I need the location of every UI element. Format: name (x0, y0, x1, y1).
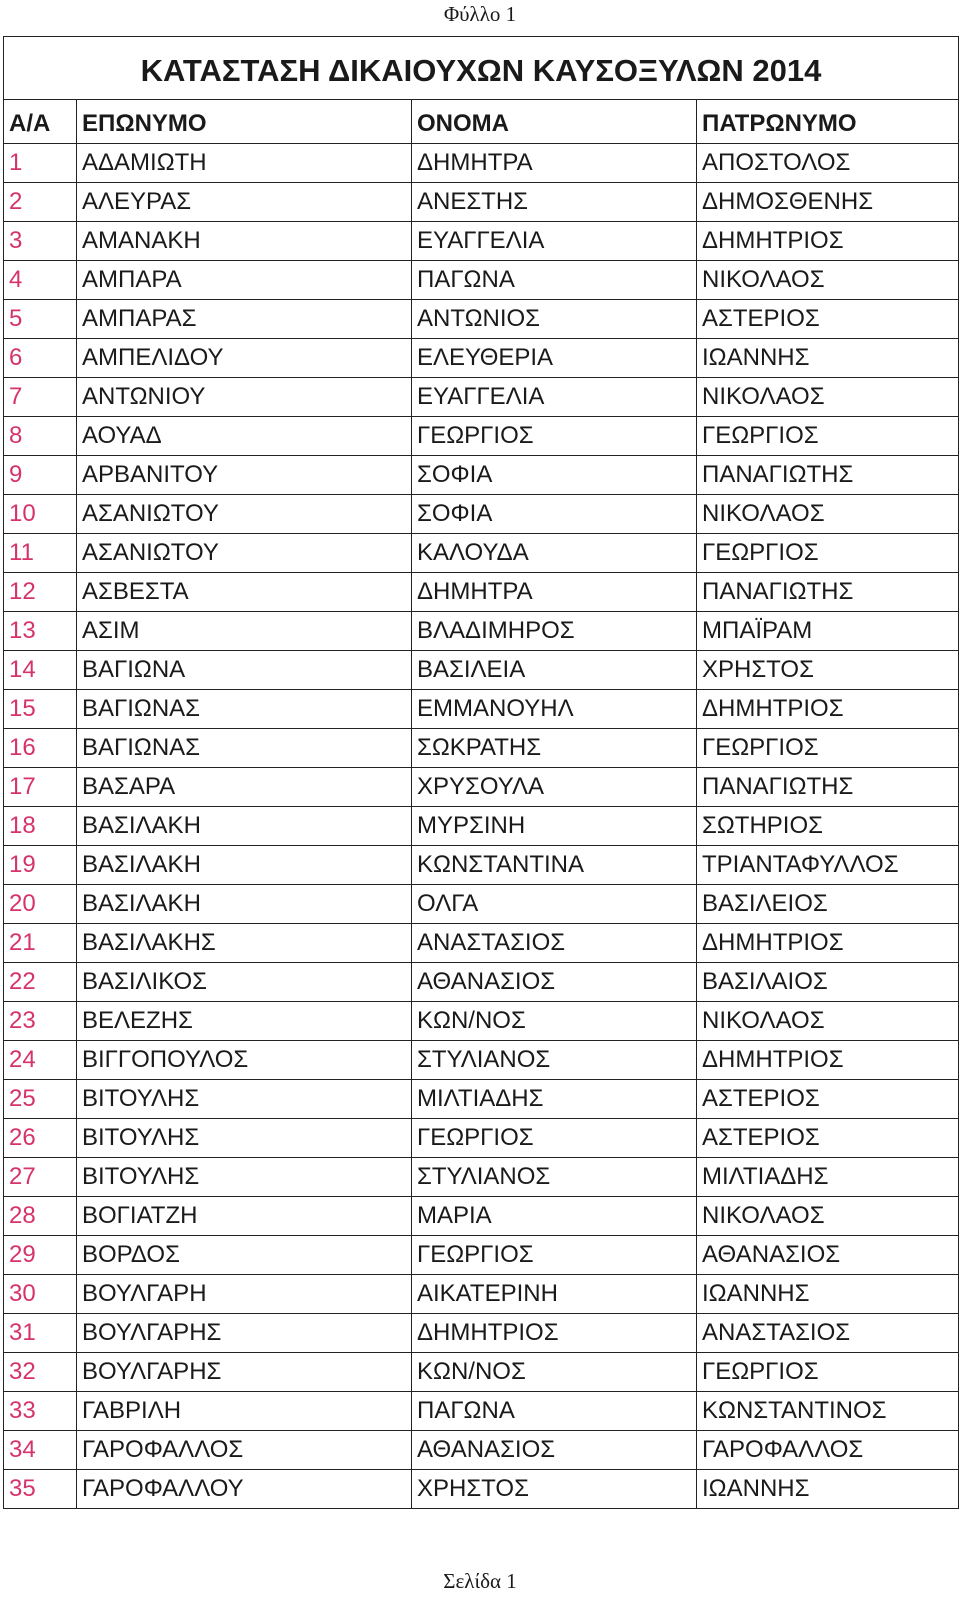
surname-cell: ΑΜΠΕΛΙΔΟΥ (77, 339, 412, 378)
table-row (4, 1431, 959, 1470)
surname-cell: ΒΑΣΙΛΙΚΟΣ (77, 963, 412, 1002)
row-number: 13 (4, 612, 77, 651)
table-row (4, 846, 959, 885)
row-number: 23 (4, 1002, 77, 1041)
table-row (4, 1275, 959, 1314)
table-row (4, 183, 959, 222)
table-row (4, 768, 959, 807)
father-name-cell: ΙΩΑΝΝΗΣ (697, 1275, 959, 1314)
table-row (4, 1236, 959, 1275)
first-name-cell: ΔΗΜΗΤΡΙΟΣ (412, 1314, 697, 1353)
first-name-cell: ΒΛΑΔΙΜΗΡΟΣ (412, 612, 697, 651)
surname-cell: ΒΟΥΛΓΑΡΗΣ (77, 1314, 412, 1353)
header-surname: ΕΠΩΝΥΜΟ (77, 100, 412, 144)
table-row (4, 261, 959, 300)
table-row (4, 1392, 959, 1431)
table-row (4, 1314, 959, 1353)
beneficiaries-table (3, 36, 959, 1509)
father-name-cell: ΝΙΚΟΛΑΟΣ (697, 1197, 959, 1236)
row-number: 18 (4, 807, 77, 846)
surname-cell: ΑΝΤΩΝΙΟΥ (77, 378, 412, 417)
table-row (4, 612, 959, 651)
table-row (4, 144, 959, 183)
row-number: 26 (4, 1119, 77, 1158)
surname-cell: ΒΑΓΙΩΝΑΣ (77, 690, 412, 729)
row-number: 10 (4, 495, 77, 534)
row-number: 6 (4, 339, 77, 378)
first-name-cell: ΚΩΝ/ΝΟΣ (412, 1002, 697, 1041)
father-name-cell: ΔΗΜΗΤΡΙΟΣ (697, 924, 959, 963)
table-row (4, 1041, 959, 1080)
father-name-cell: ΝΙΚΟΛΑΟΣ (697, 261, 959, 300)
row-number: 25 (4, 1080, 77, 1119)
father-name-cell: ΓΕΩΡΓΙΟΣ (697, 729, 959, 768)
surname-cell: ΒΑΣΙΛΑΚΗΣ (77, 924, 412, 963)
father-name-cell: ΝΙΚΟΛΑΟΣ (697, 495, 959, 534)
surname-cell: ΒΟΡΔΟΣ (77, 1236, 412, 1275)
row-number: 17 (4, 768, 77, 807)
surname-cell: ΑΣΙΜ (77, 612, 412, 651)
row-number: 2 (4, 183, 77, 222)
row-number: 30 (4, 1275, 77, 1314)
row-number: 20 (4, 885, 77, 924)
surname-cell: ΑΜΑΝΑΚΗ (77, 222, 412, 261)
row-number: 33 (4, 1392, 77, 1431)
first-name-cell: ΑΝΤΩΝΙΟΣ (412, 300, 697, 339)
table-row (4, 1158, 959, 1197)
father-name-cell: ΠΑΝΑΓΙΩΤΗΣ (697, 573, 959, 612)
surname-cell: ΓΑΒΡΙΛΗ (77, 1392, 412, 1431)
first-name-cell: ΒΑΣΙΛΕΙΑ (412, 651, 697, 690)
row-number: 27 (4, 1158, 77, 1197)
father-name-cell: ΝΙΚΟΛΑΟΣ (697, 1002, 959, 1041)
first-name-cell: ΣΟΦΙΑ (412, 495, 697, 534)
row-number: 15 (4, 690, 77, 729)
first-name-cell: ΑΝΑΣΤΑΣΙΟΣ (412, 924, 697, 963)
father-name-cell: ΔΗΜΗΤΡΙΟΣ (697, 690, 959, 729)
surname-cell: ΒΑΓΙΩΝΑΣ (77, 729, 412, 768)
first-name-cell: ΓΕΩΡΓΙΟΣ (412, 1119, 697, 1158)
first-name-cell: ΓΕΩΡΓΙΟΣ (412, 417, 697, 456)
surname-cell: ΒΑΣΑΡΑ (77, 768, 412, 807)
table-row (4, 456, 959, 495)
table-row (4, 1002, 959, 1041)
father-name-cell: ΤΡΙΑΝΤΑΦΥΛΛΟΣ (697, 846, 959, 885)
first-name-cell: ΚΑΛΟΥΔΑ (412, 534, 697, 573)
first-name-cell: ΑΙΚΑΤΕΡΙΝΗ (412, 1275, 697, 1314)
father-name-cell: ΣΩΤΗΡΙΟΣ (697, 807, 959, 846)
first-name-cell: ΕΜΜΑΝΟΥΗΛ (412, 690, 697, 729)
table-row (4, 339, 959, 378)
row-number: 12 (4, 573, 77, 612)
surname-cell: ΓΑΡΟΦΑΛΛΟΣ (77, 1431, 412, 1470)
father-name-cell: ΓΕΩΡΓΙΟΣ (697, 417, 959, 456)
row-number: 16 (4, 729, 77, 768)
surname-cell: ΑΔΑΜΙΩΤΗ (77, 144, 412, 183)
father-name-cell: ΔΗΜΗΤΡΙΟΣ (697, 222, 959, 261)
surname-cell: ΑΜΠΑΡΑΣ (77, 300, 412, 339)
table-row (4, 651, 959, 690)
row-number: 5 (4, 300, 77, 339)
title-row (4, 37, 959, 100)
row-number: 7 (4, 378, 77, 417)
table-row (4, 1080, 959, 1119)
father-name-cell: ΑΣΤΕΡΙΟΣ (697, 1119, 959, 1158)
table-row (4, 1197, 959, 1236)
surname-cell: ΒΕΛΕΖΗΣ (77, 1002, 412, 1041)
father-name-cell: ΑΘΑΝΑΣΙΟΣ (697, 1236, 959, 1275)
surname-cell: ΒΙΓΓΟΠΟΥΛΟΣ (77, 1041, 412, 1080)
surname-cell: ΒΙΤΟΥΛΗΣ (77, 1080, 412, 1119)
table-row (4, 885, 959, 924)
first-name-cell: ΜΑΡΙΑ (412, 1197, 697, 1236)
row-number: 22 (4, 963, 77, 1002)
sheet-label: Φύλλο 1 (443, 2, 517, 26)
first-name-cell: ΔΗΜΗΤΡΑ (412, 144, 697, 183)
father-name-cell: ΙΩΑΝΝΗΣ (697, 339, 959, 378)
surname-cell: ΒΟΥΛΓΑΡΗ (77, 1275, 412, 1314)
table-row (4, 573, 959, 612)
table-row (4, 963, 959, 1002)
first-name-cell: ΣΩΚΡΑΤΗΣ (412, 729, 697, 768)
father-name-cell: ΜΙΛΤΙΑΔΗΣ (697, 1158, 959, 1197)
table-row (4, 1119, 959, 1158)
row-number: 24 (4, 1041, 77, 1080)
row-number: 1 (4, 144, 77, 183)
first-name-cell: ΕΥΑΓΓΕΛΙΑ (412, 222, 697, 261)
surname-cell: ΑΟΥΑΔ (77, 417, 412, 456)
first-name-cell: ΧΡΥΣΟΥΛΑ (412, 768, 697, 807)
father-name-cell: ΔΗΜΟΣΘΕΝΗΣ (697, 183, 959, 222)
father-name-cell: ΒΑΣΙΛΑΙΟΣ (697, 963, 959, 1002)
surname-cell: ΑΣΑΝΙΩΤΟΥ (77, 495, 412, 534)
father-name-cell: ΠΑΝΑΓΙΩΤΗΣ (697, 456, 959, 495)
surname-cell: ΑΣΒΕΣΤΑ (77, 573, 412, 612)
row-number: 28 (4, 1197, 77, 1236)
row-number: 34 (4, 1431, 77, 1470)
father-name-cell: ΝΙΚΟΛΑΟΣ (697, 378, 959, 417)
surname-cell: ΒΑΓΙΩΝΑ (77, 651, 412, 690)
table-row (4, 417, 959, 456)
table-row (4, 495, 959, 534)
page-label: Σελίδα 1 (443, 1569, 517, 1593)
surname-cell: ΒΑΣΙΛΑΚΗ (77, 807, 412, 846)
surname-cell: ΓΑΡΟΦΑΛΛΟΥ (77, 1470, 412, 1509)
father-name-cell: ΑΝΑΣΤΑΣΙΟΣ (697, 1314, 959, 1353)
table-row (4, 1470, 959, 1509)
document-title: ΚΑΤΑΣΤΑΣΗ ΔΙΚΑΙΟΥΧΩΝ ΚΑΥΣΟΞΥΛΩΝ 2014 (4, 37, 959, 100)
row-number: 9 (4, 456, 77, 495)
surname-cell: ΒΑΣΙΛΑΚΗ (77, 846, 412, 885)
table-row (4, 300, 959, 339)
table-row (4, 534, 959, 573)
row-number: 19 (4, 846, 77, 885)
table-row (4, 924, 959, 963)
father-name-cell: ΑΣΤΕΡΙΟΣ (697, 1080, 959, 1119)
first-name-cell: ΕΛΕΥΘΕΡΙΑ (412, 339, 697, 378)
first-name-cell: ΠΑΓΩΝΑ (412, 261, 697, 300)
surname-cell: ΒΙΤΟΥΛΗΣ (77, 1119, 412, 1158)
row-number: 35 (4, 1470, 77, 1509)
row-number: 31 (4, 1314, 77, 1353)
first-name-cell: ΓΕΩΡΓΙΟΣ (412, 1236, 697, 1275)
row-number: 4 (4, 261, 77, 300)
father-name-cell: ΑΠΟΣΤΟΛΟΣ (697, 144, 959, 183)
father-name-cell: ΠΑΝΑΓΙΩΤΗΣ (697, 768, 959, 807)
first-name-cell: ΜΙΛΤΙΑΔΗΣ (412, 1080, 697, 1119)
surname-cell: ΑΣΑΝΙΩΤΟΥ (77, 534, 412, 573)
row-number: 11 (4, 534, 77, 573)
row-number: 8 (4, 417, 77, 456)
row-number: 29 (4, 1236, 77, 1275)
first-name-cell: ΠΑΓΩΝΑ (412, 1392, 697, 1431)
first-name-cell: ΚΩΝΣΤΑΝΤΙΝΑ (412, 846, 697, 885)
first-name-cell: ΑΝΕΣΤΗΣ (412, 183, 697, 222)
surname-cell: ΒΑΣΙΛΑΚΗ (77, 885, 412, 924)
row-number: 14 (4, 651, 77, 690)
father-name-cell: ΙΩΑΝΝΗΣ (697, 1470, 959, 1509)
table-row (4, 222, 959, 261)
first-name-cell: ΟΛΓΑ (412, 885, 697, 924)
table-row (4, 1353, 959, 1392)
table-row (4, 378, 959, 417)
header-father-name: ΠΑΤΡΩΝΥΜΟ (697, 100, 959, 144)
first-name-cell: ΚΩΝ/ΝΟΣ (412, 1353, 697, 1392)
first-name-cell: ΑΘΑΝΑΣΙΟΣ (412, 963, 697, 1002)
surname-cell: ΒΟΓΙΑΤΖΗ (77, 1197, 412, 1236)
header-row (4, 100, 959, 144)
surname-cell: ΑΡΒΑΝΙΤΟΥ (77, 456, 412, 495)
first-name-cell: ΕΥΑΓΓΕΛΙΑ (412, 378, 697, 417)
first-name-cell: ΣΤΥΛΙΑΝΟΣ (412, 1158, 697, 1197)
father-name-cell: ΓΕΩΡΓΙΟΣ (697, 1353, 959, 1392)
father-name-cell: ΔΗΜΗΤΡΙΟΣ (697, 1041, 959, 1080)
header-aa: Α/Α (4, 100, 77, 144)
surname-cell: ΑΜΠΑΡΑ (77, 261, 412, 300)
surname-cell: ΑΛΕΥΡΑΣ (77, 183, 412, 222)
father-name-cell: ΜΠΑΪΡΑΜ (697, 612, 959, 651)
table-row (4, 690, 959, 729)
father-name-cell: ΓΕΩΡΓΙΟΣ (697, 534, 959, 573)
surname-cell: ΒΟΥΛΓΑΡΗΣ (77, 1353, 412, 1392)
surname-cell: ΒΙΤΟΥΛΗΣ (77, 1158, 412, 1197)
row-number: 32 (4, 1353, 77, 1392)
table-row (4, 807, 959, 846)
father-name-cell: ΑΣΤΕΡΙΟΣ (697, 300, 959, 339)
father-name-cell: ΓΑΡΟΦΑΛΛΟΣ (697, 1431, 959, 1470)
first-name-cell: ΜΥΡΣΙΝΗ (412, 807, 697, 846)
father-name-cell: ΚΩΝΣΤΑΝΤΙΝΟΣ (697, 1392, 959, 1431)
table-row (4, 729, 959, 768)
header-first-name: ΟΝΟΜΑ (412, 100, 697, 144)
father-name-cell: ΒΑΣΙΛΕΙΟΣ (697, 885, 959, 924)
first-name-cell: ΣΤΥΛΙΑΝΟΣ (412, 1041, 697, 1080)
row-number: 3 (4, 222, 77, 261)
first-name-cell: ΧΡΗΣΤΟΣ (412, 1470, 697, 1509)
first-name-cell: ΑΘΑΝΑΣΙΟΣ (412, 1431, 697, 1470)
first-name-cell: ΣΟΦΙΑ (412, 456, 697, 495)
first-name-cell: ΔΗΜΗΤΡΑ (412, 573, 697, 612)
row-number: 21 (4, 924, 77, 963)
father-name-cell: ΧΡΗΣΤΟΣ (697, 651, 959, 690)
